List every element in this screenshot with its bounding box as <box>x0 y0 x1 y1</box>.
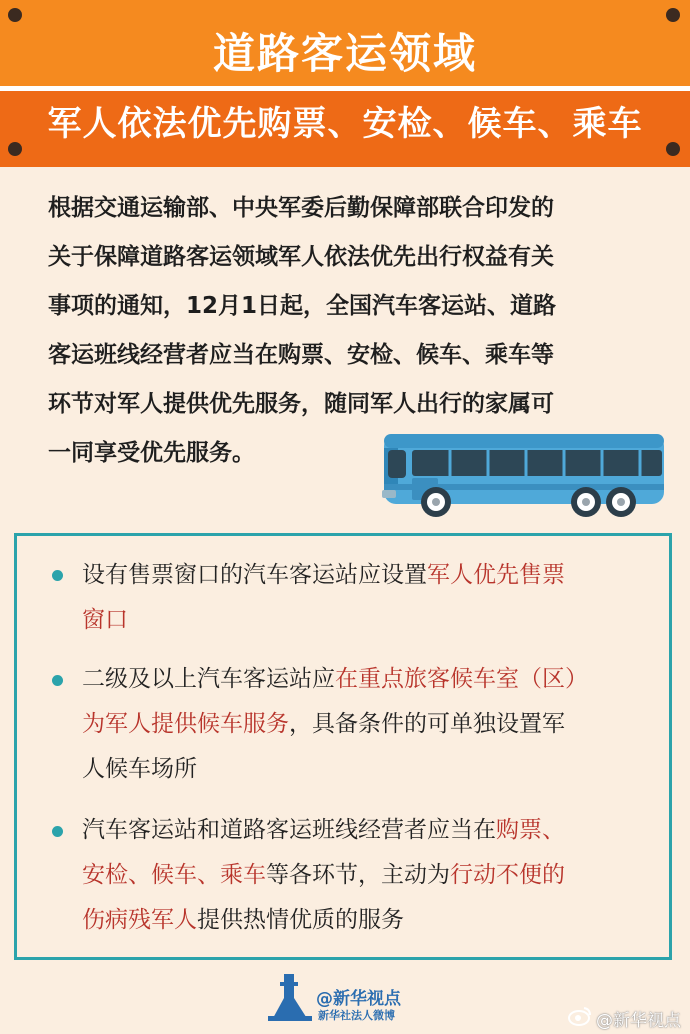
bullet-highlight: 窗口 <box>82 607 128 633</box>
page-title: 道路客运领域 <box>212 29 477 78</box>
bullet-text-segment: 汽车客运站和道路客运班线经营者应当在 <box>82 817 496 843</box>
bullet-line <box>82 553 662 598</box>
corner-dot-top-left <box>8 8 22 22</box>
bullet-dot <box>52 675 63 686</box>
bullet-line <box>82 598 662 643</box>
bus-illustration <box>378 428 668 520</box>
bullet-highlight: 伤病残军人 <box>82 907 197 933</box>
bullet-highlight: 安检、候车、乘车 <box>82 862 266 888</box>
corner-dot-bottom-left <box>8 142 22 156</box>
intro-line: 一同享受优先服务。 <box>48 440 255 466</box>
bullet-highlight: 在重点旅客候车室（区） <box>335 666 588 692</box>
bullet-item <box>82 657 662 792</box>
intro-line: 关于保障道路客运领域军人依法优先出行权益有关 <box>48 244 554 270</box>
weibo-icon <box>568 1006 592 1026</box>
bullet-line <box>82 898 662 943</box>
bullet-text-segment: 二级及以上汽车客运站应 <box>82 666 335 692</box>
bullet-highlight: 军人优先售票 <box>427 562 565 588</box>
bullet-highlight: 行动不便的 <box>450 862 565 888</box>
bullet-line <box>82 702 662 747</box>
xinhua-logo-icon <box>268 972 312 1022</box>
bullet-text-segment: 设有售票窗口的汽车客运站应设置 <box>82 562 427 588</box>
bullet-text-segment: 人候车场所 <box>82 756 197 782</box>
bullet-highlight: 购票、 <box>496 817 565 843</box>
intro-line: 客运班线经营者应当在购票、安检、候车、乘车等 <box>48 342 554 368</box>
bullet-line <box>82 747 662 792</box>
footer-subtitle: 新华社法人微博 <box>318 1009 395 1022</box>
bullet-dot <box>52 826 63 837</box>
footer-brand: @新华视点 <box>316 989 401 1009</box>
bullet-highlight: 为军人提供候车服务 <box>82 711 289 737</box>
bullet-text-segment: ，具备条件的可单独设置军 <box>289 711 565 737</box>
intro-line: 环节对军人提供优先服务，随同军人出行的家属可 <box>48 391 554 417</box>
bullet-line <box>82 808 662 853</box>
corner-dot-bottom-right <box>666 142 680 156</box>
bullet-item <box>82 808 662 943</box>
intro-line: 事项的通知，12月1日起，全国汽车客运站、道路 <box>48 293 557 319</box>
bullet-line <box>82 657 662 702</box>
bullet-text-segment: 等各环节，主动为 <box>266 862 450 888</box>
intro-line: 根据交通运输部、中央军委后勤保障部联合印发的 <box>48 195 554 221</box>
bullet-item <box>82 553 662 643</box>
watermark: @新华视点 <box>596 1011 681 1031</box>
bullet-line <box>82 853 662 898</box>
bullet-text-segment: 提供热情优质的服务 <box>197 907 404 933</box>
page-subtitle: 军人依法优先购票、安检、候车、乘车 <box>47 104 643 144</box>
corner-dot-top-right <box>666 8 680 22</box>
bullet-dot <box>52 570 63 581</box>
